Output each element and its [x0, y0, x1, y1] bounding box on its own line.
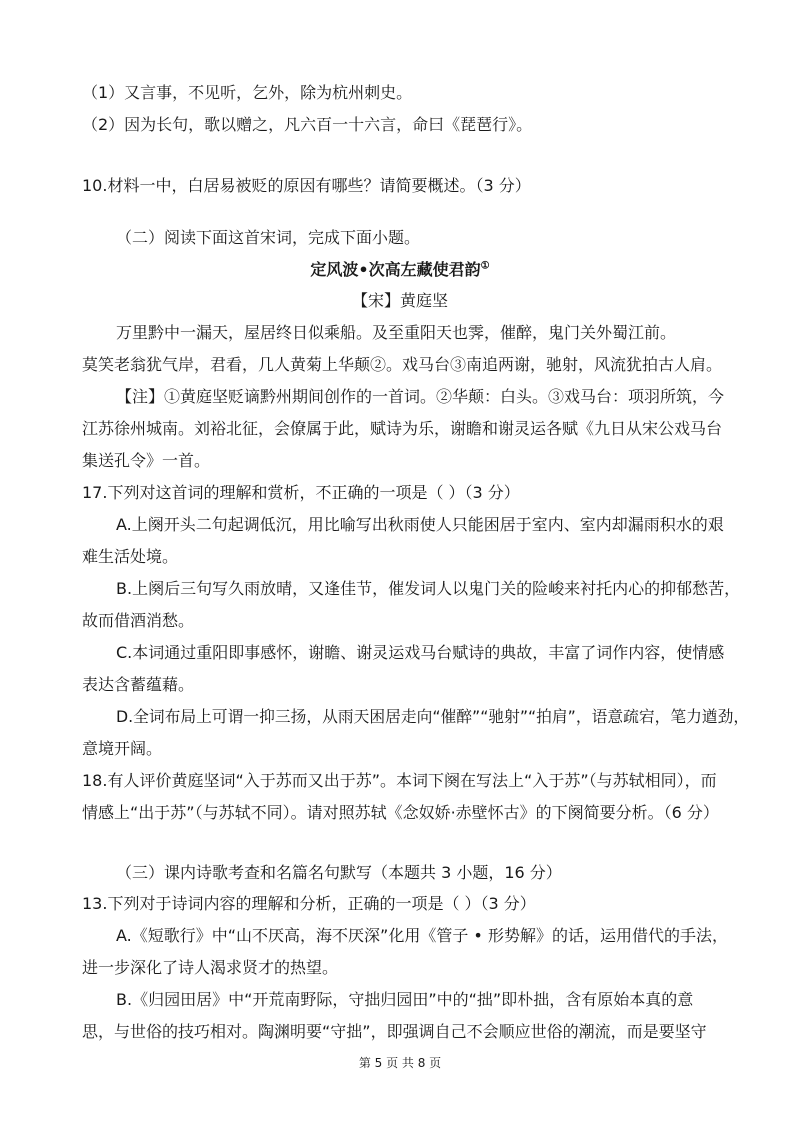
- question-18-line-2: 情感上“出于苏”（与苏轼不同）。请对照苏轼《念奴娇·赤壁怀古》的下阕简要分析。（6 分）: [82, 803, 719, 822]
- material-note-2: （2）因为长句，歌以赠之，凡六百一十六言，命曰《琵琶行》。: [82, 115, 533, 134]
- question-13-stem: 13.下列对于诗词内容的理解和分析，正确的一项是（ ）（3 分）: [82, 894, 536, 913]
- question-17-stem: 17.下列对这首词的理解和赏析，不正确的一项是（ ）（3 分）: [82, 483, 520, 502]
- question-13-option-a-line-2: 进一步深化了诗人渴求贤才的热望。: [82, 958, 339, 977]
- poem-note-line-1: 【注】①黄庭坚贬谪黔州期间创作的一首词。②华颠：白头。③戏马台：项羽所筑，今: [116, 387, 725, 406]
- question-17-option-d-line-1: D.全词布局上可谓一抑三扬，从雨天困居走向“催醉”“驰射”“拍肩”，语意疏宕，笔力遒劲，: [116, 707, 750, 726]
- question-18-line-1: 18.有人评价黄庭坚词“入于苏而又出于苏”。本词下阕在写法上“入于苏”（与苏轼相同），而: [82, 771, 717, 790]
- poem-title-footnote-mark: ①: [480, 260, 490, 272]
- question-17-option-a-line-2: 难生活处境。: [82, 547, 179, 566]
- section-2-heading: （二）阅读下面这首宋词，完成下面小题。: [116, 228, 421, 247]
- question-17-option-b-line-1: B.上阕后三句写久雨放晴，又逢佳节，催发词人以鬼门关的险峻来衬托内心的抑郁愁苦，: [116, 579, 741, 598]
- poem-author: 【宋】黄庭坚: [351, 291, 448, 310]
- poem-note-line-3: 集送孔令》一首。: [82, 451, 211, 470]
- question-17-option-c-line-1: C.本词通过重阳即事感怀，谢瞻、谢灵运戏马台赋诗的典故，丰富了词作内容，使情感: [116, 643, 725, 662]
- question-13-option-b-line-1: B.《归园田居》中“开荒南野际，守拙归园田”中的“拙”即朴拙，含有原始本真的意: [116, 990, 694, 1009]
- question-17-option-b-line-2: 故而借酒消愁。: [82, 611, 195, 630]
- page-footer: 第 5 页 共 8 页: [358, 1056, 442, 1070]
- question-10: 10.材料一中，白居易被贬的原因有哪些？请简要概述。（3 分）: [82, 176, 531, 195]
- question-17-option-a-line-1: A.上阕开头二句起调低沉，用比喻写出秋雨使人只能困居于室内、室内却漏雨积水的艰: [116, 515, 724, 534]
- poem-verse-1: 万里黔中一漏天，屋居终日似乘船。及至重阳天也霁，催醉，鬼门关外蜀江前。: [116, 323, 677, 342]
- section-3-heading: （三）课内诗歌考查和名篇名句默写（本题共 3 小题，16 分）: [116, 863, 562, 882]
- poem-title-text: 定风波•次高左藏使君韵: [310, 260, 481, 279]
- poem-verse-2: 莫笑老翁犹气岸，君看，几人黄菊上华颠②。戏马台③南追两谢，驰射，风流犹拍古人肩。: [82, 355, 723, 374]
- poem-title: [0, 259, 800, 281]
- question-13-option-b-line-2: 思，与世俗的技巧相对。陶渊明要“守拙”，即强调自己不会顺应世俗的潮流，而是要坚守: [82, 1022, 707, 1041]
- poem-note-line-2: 江苏徐州城南。刘裕北征，会僚属于此，赋诗为乐，谢瞻和谢灵运各赋《九日从宋公戏马台: [82, 419, 723, 438]
- question-17-option-d-line-2: 意境开阔。: [82, 739, 163, 758]
- question-13-option-a-line-1: A.《短歌行》中“山不厌高，海不厌深”化用《管子 • 形势解》的话，运用借代的手法，: [116, 926, 728, 945]
- material-note-1: （1）又言事，不见听，乞外，除为杭州刺史。: [82, 83, 413, 102]
- question-17-option-c-line-2: 表达含蓄蕴藉。: [82, 675, 195, 694]
